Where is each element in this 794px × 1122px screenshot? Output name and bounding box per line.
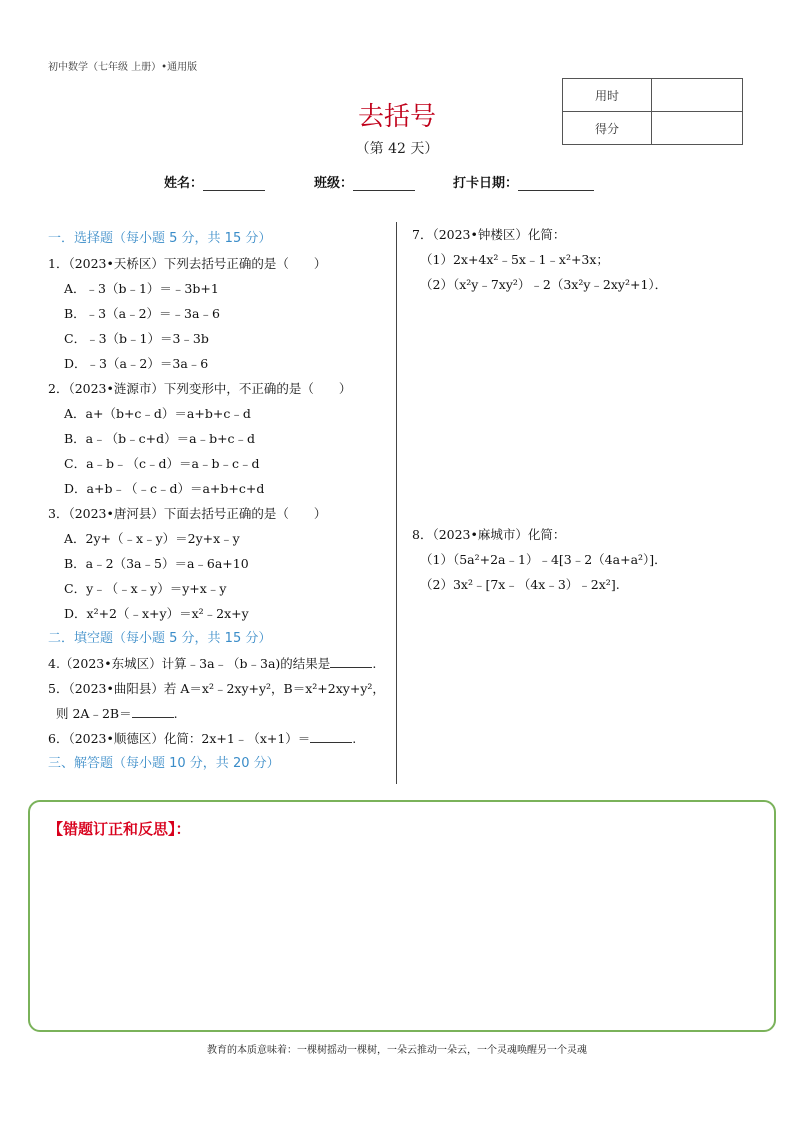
name-label: 姓名： <box>164 176 204 191</box>
q5-text: 则 2A﹣2B＝ <box>56 706 132 721</box>
q8-part-1: （1）（5a²+2a﹣1）﹣4[3﹣2（4a+a²）]． <box>420 552 667 567</box>
q3-option-d[interactable]: D．x²+2（﹣x+y）＝x²﹣2x+y <box>64 606 249 621</box>
question-4: 4.（2023•东城区）计算﹣3a﹣（b﹣3a)的结果是 . <box>48 656 377 671</box>
question-8-block <box>412 522 772 597</box>
class-label: 班级： <box>314 176 354 191</box>
q2-option-a[interactable]: A．a+（b+c﹣d）＝a+b+c﹣d <box>64 406 251 421</box>
q1-option-d[interactable]: D．﹣3（a﹣2）＝3a﹣6 <box>64 356 209 371</box>
question-1: 1．（2023•天桥区）下列去括号正确的是（ ） <box>48 256 327 271</box>
question-2: 2．（2023•涟源市）下列变形中，不正确的是（ ） <box>48 381 352 396</box>
score-cell[interactable] <box>652 112 743 145</box>
date-label: 打卡日期： <box>453 176 519 191</box>
question-6: 6．（2023•顺德区）化简：2x+1﹣（x+1）＝ . <box>48 731 357 746</box>
section-fill-heading: 二．填空题（每小题 5 分，共 15 分） <box>48 631 272 646</box>
reflection-title: 【错题订正和反思】： <box>48 820 191 838</box>
q3-option-b[interactable]: B．a﹣2（3a﹣5）＝a﹣6a+10 <box>64 556 249 571</box>
name-field[interactable] <box>164 172 265 191</box>
q1-option-c[interactable]: C．﹣3（b﹣1）＝3﹣3b <box>64 331 209 346</box>
class-blank[interactable] <box>353 178 415 191</box>
section-choice-heading: 一．选择题（每小题 5 分，共 15 分） <box>48 231 272 246</box>
question-3: 3．（2023•唐河县）下面去括号正确的是（ ） <box>48 506 327 521</box>
q3-option-a[interactable]: A．2y+（﹣x﹣y）＝2y+x﹣y <box>64 531 240 546</box>
time-cell[interactable] <box>652 79 743 112</box>
q7-part-1: （1）2x+4x²﹣5x﹣1﹣x²+3x； <box>420 252 609 267</box>
footer-quote: 教育的本质意味着：一棵树摇动一棵树，一朵云推动一朵云，一个灵魂唤醒另一个灵魂 <box>207 1045 587 1056</box>
question-8: 8．（2023•麻城市）化简： <box>412 527 566 542</box>
q7-part-2: （2）（x²y﹣7xy²）﹣2（3x²y﹣2xy²+1）． <box>420 277 668 292</box>
left-column <box>48 226 388 776</box>
page-title: 去括号 <box>357 102 436 132</box>
name-blank[interactable] <box>203 178 265 191</box>
header-note: 初中数学（七年级 上册）•通用版 <box>48 62 198 73</box>
section-solve-heading: 三、解答题（每小题 10 分，共 20 分） <box>48 756 280 771</box>
q2-option-b[interactable]: B．a﹣（b﹣c+d）＝a﹣b+c﹣d <box>64 431 256 446</box>
q8-part-2: （2）3x²﹣[7x﹣（4x﹣3）﹣2x²]. <box>420 577 620 592</box>
q2-option-d[interactable]: D．a+b﹣（﹣c﹣d）＝a+b+c+d <box>64 481 265 496</box>
column-divider <box>396 222 397 784</box>
date-blank[interactable] <box>518 178 594 191</box>
question-5: 5．（2023•曲阳县）若 A＝x²﹣2xy+y²，B＝x²+2xy+y²， <box>48 681 385 696</box>
q1-option-b[interactable]: B．﹣3（a﹣2）＝﹣3a﹣6 <box>64 306 220 321</box>
q4-text: 4.（2023•东城区）计算﹣3a﹣（b﹣3a)的结果是 <box>48 656 331 671</box>
score-label: 得分 <box>563 112 652 145</box>
question-5-cont: 则 2A﹣2B＝ . <box>56 706 178 721</box>
q4-answer-blank[interactable] <box>330 655 372 668</box>
q6-text: 6．（2023•顺德区）化简：2x+1﹣（x+1）＝ <box>48 731 311 746</box>
class-field[interactable] <box>314 172 415 191</box>
date-field[interactable] <box>453 172 594 191</box>
q1-option-a[interactable]: A．﹣3（b﹣1）＝﹣3b+1 <box>64 281 219 296</box>
q2-option-c[interactable]: C．a﹣b﹣（c﹣d）＝a﹣b﹣c﹣d <box>64 456 260 471</box>
q6-answer-blank[interactable] <box>310 730 352 743</box>
right-column <box>412 222 772 297</box>
question-7: 7．（2023•钟楼区）化简： <box>412 227 566 242</box>
score-table <box>562 78 743 145</box>
time-label: 用时 <box>563 79 652 112</box>
q3-option-c[interactable]: C．y﹣（﹣x﹣y）＝y+x﹣y <box>64 581 227 596</box>
day-subtitle: （第 42 天） <box>355 141 439 157</box>
q5-answer-blank[interactable] <box>132 705 174 718</box>
